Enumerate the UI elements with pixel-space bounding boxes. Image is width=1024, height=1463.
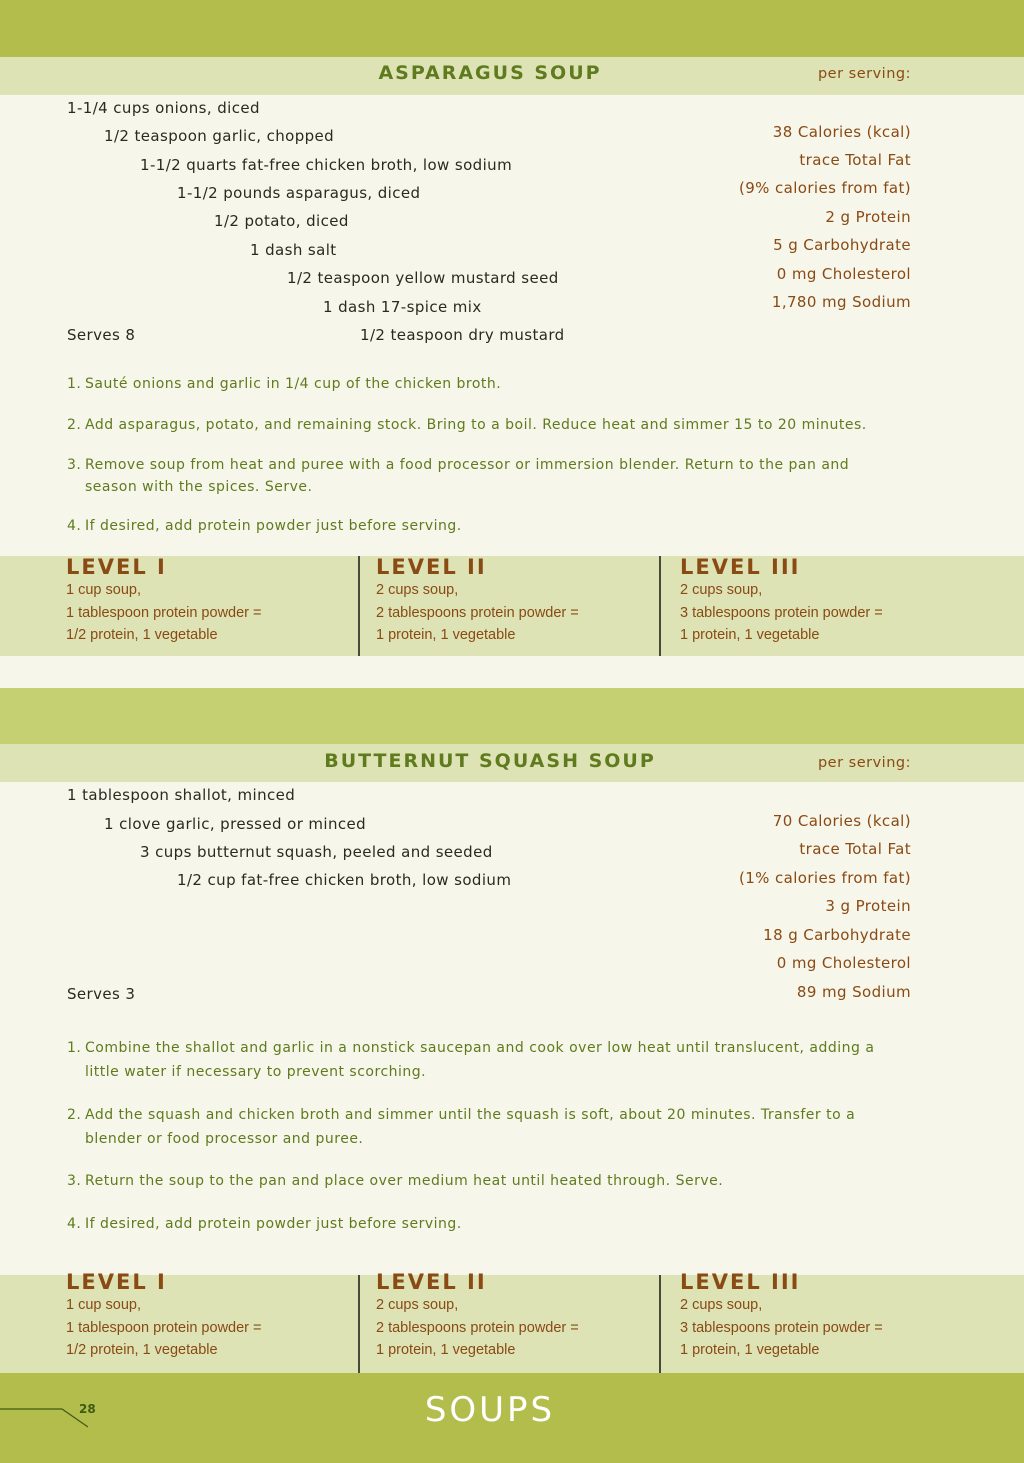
nutrition-item: 5 g Carbohydrate [773,236,911,254]
step-text: If desired, add protein powder just before serving. [85,518,462,534]
level-title: LEVEL I [66,555,167,579]
ingredient-item: 3 cups butternut squash, peeled and seeded [140,843,493,861]
step-item [67,1213,897,1235]
step-number: 4. [67,518,82,534]
recipe-1-level-1 [66,555,262,647]
nutrition-item: (1% calories from fat) [738,869,911,887]
recipe-2-level-1 [66,1270,262,1362]
step-number: 1. [67,1040,82,1056]
nutrition-item: 18 g Carbohydrate [763,926,911,944]
recipe-2-level-3 [680,1270,883,1362]
level-title: LEVEL II [376,1270,487,1294]
ingredient-item: 1/2 teaspoon yellow mustard seed [287,269,559,287]
recipe-2-per-serving-label: per serving: [817,755,911,771]
nutrition-item: 70 Calories (kcal) [772,812,911,830]
step-number: 2. [67,417,82,433]
level-line: 2 tablespoons protein powder = [376,1319,579,1336]
step-number: 3. [67,1173,82,1189]
ingredient-item: 1 dash 17-spice mix [323,298,482,316]
level-line: 2 cups soup, [680,582,763,598]
nutrition-item: 0 mg Cholesterol [776,954,911,972]
level-line: 1 cup soup, [66,582,141,598]
level-divider [358,1275,360,1373]
step-text: Combine the shallot and garlic in a nonstick saucepan and cook over low heat until translucent, adding a little water if necessary to prevent scorching. [85,1040,875,1080]
level-title: LEVEL III [680,555,801,579]
step-item [67,373,897,395]
level-line: 3 tablespoons protein powder = [680,604,883,621]
section-separator-band [0,688,1024,744]
level-title: LEVEL III [680,1270,801,1294]
nutrition-item: (9% calories from fat) [738,179,911,197]
step-number: 2. [67,1107,82,1123]
ingredient-item: 1 dash salt [250,241,337,259]
recipe-2-serves: Serves 3 [67,985,136,1003]
step-item [67,1103,897,1151]
level-line: 2 cups soup, [680,1297,763,1313]
level-line: 1 cup soup, [66,1297,141,1313]
recipe-1-serves: Serves 8 [67,326,136,344]
recipe-1-title: ASPARAGUS SOUP [378,62,602,84]
recipe-2-level-2 [376,1270,579,1362]
step-text: Return the soup to the pan and place over medium heat until heated through. Serve. [85,1173,724,1189]
ingredient-item: 1 clove garlic, pressed or minced [104,815,367,833]
recipe-1-per-serving-label: per serving: [817,66,911,82]
nutrition-item: 3 g Protein [825,897,911,915]
nutrition-item: 1,780 mg Sodium [771,293,911,311]
level-line: 1 protein, 1 vegetable [376,1342,516,1358]
ingredient-item: 1/2 teaspoon dry mustard [360,326,565,344]
nutrition-item: trace Total Fat [799,840,911,858]
level-divider [659,556,661,656]
level-line: 1/2 protein, 1 vegetable [66,1342,218,1358]
step-item [67,1170,897,1192]
recipe-2-title: BUTTERNUT SQUASH SOUP [324,750,656,772]
level-divider [358,556,360,656]
step-text: Sauté onions and garlic in 1/4 cup of the chicken broth. [85,376,502,392]
section-title: SOUPS [424,1390,556,1430]
ingredient-item: 1/2 cup fat-free chicken broth, low sodium [177,871,512,889]
step-item [67,454,897,498]
ingredient-item: 1/2 potato, diced [214,212,349,230]
step-text: Add asparagus, potato, and remaining stock. Bring to a boil. Reduce heat and simmer 15 to 20 minutes. [85,417,867,433]
nutrition-item: 0 mg Cholesterol [776,265,911,283]
top-header-band [0,0,1024,57]
nutrition-item: 2 g Protein [825,208,911,226]
level-title: LEVEL II [376,555,487,579]
step-text: Remove soup from heat and puree with a food processor or immersion blender. Return to the pan and season with the spices. Serve. [85,457,850,495]
level-title: LEVEL I [66,1270,167,1294]
step-text: If desired, add protein powder just before serving. [85,1216,462,1232]
step-number: 3. [67,457,82,473]
level-line: 1 protein, 1 vegetable [680,627,820,643]
ingredient-item: 1-1/4 cups onions, diced [67,99,260,117]
nutrition-item: trace Total Fat [799,151,911,169]
ingredient-item: 1/2 teaspoon garlic, chopped [104,127,335,145]
ingredient-item: 1-1/2 pounds asparagus, diced [177,184,421,202]
step-item [67,414,897,436]
level-line: 2 cups soup, [376,582,459,598]
step-item [67,1036,897,1084]
ingredient-item: 1 tablespoon shallot, minced [67,786,296,804]
level-line: 1 tablespoon protein powder = [66,604,262,621]
nutrition-item: 89 mg Sodium [796,983,911,1001]
page-number: 28 [79,1402,96,1416]
nutrition-item: 38 Calories (kcal) [772,123,911,141]
level-line: 1/2 protein, 1 vegetable [66,627,218,643]
level-line: 1 protein, 1 vegetable [376,627,516,643]
recipe-1-level-2 [376,555,579,647]
recipe-1-level-3 [680,555,883,647]
level-line: 1 tablespoon protein powder = [66,1319,262,1336]
ingredient-item: 1-1/2 quarts fat-free chicken broth, low sodium [140,156,513,174]
level-line: 2 cups soup, [376,1297,459,1313]
level-divider [659,1275,661,1373]
step-number: 4. [67,1216,82,1232]
level-line: 3 tablespoons protein powder = [680,1319,883,1336]
level-line: 1 protein, 1 vegetable [680,1342,820,1358]
step-text: Add the squash and chicken broth and simmer until the squash is soft, about 20 minutes. Transfer to a blender or food processor and puree. [85,1107,856,1147]
step-number: 1. [67,376,82,392]
step-item [67,515,897,537]
level-line: 2 tablespoons protein powder = [376,604,579,621]
